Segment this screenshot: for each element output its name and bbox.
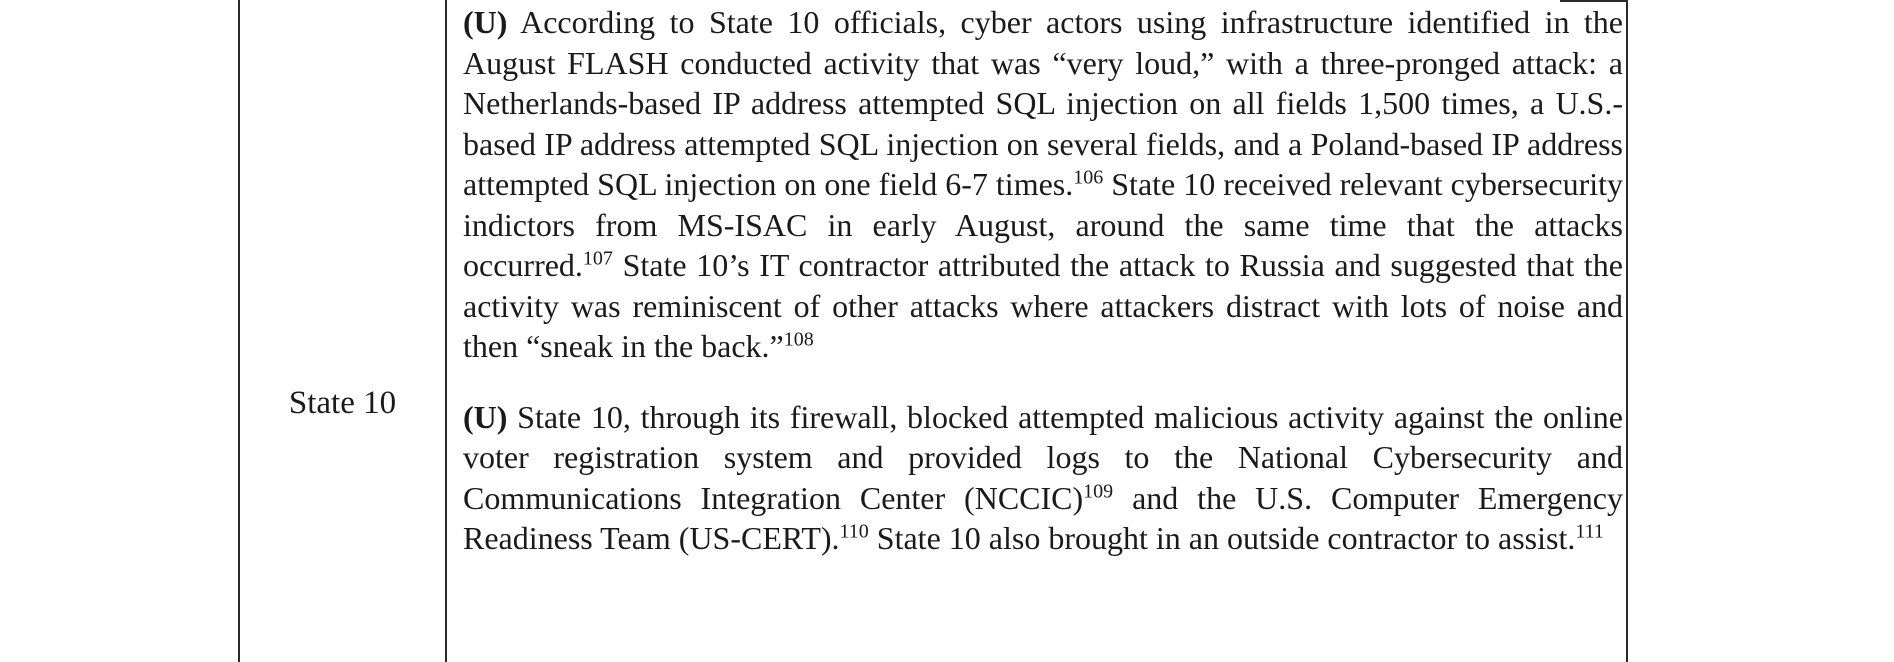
table-border-right bbox=[1626, 0, 1628, 662]
finding-paragraph bbox=[463, 2, 1623, 367]
paragraph-text: and the U.S. Computer Emergency Readiness Team (US-CERT). bbox=[463, 479, 1624, 556]
footnote-ref[interactable]: 107 bbox=[582, 247, 613, 270]
finding-paragraph bbox=[463, 397, 1623, 559]
footnote-ref[interactable]: 106 bbox=[1073, 166, 1104, 189]
paragraph-text: State 10, through its firewall, blocked attempted malicious activity against the online voter registration system and provided logs to the National Cybersecurity and Communications Integration Center (NCCIC) bbox=[463, 398, 1623, 516]
footnote-ref[interactable]: 111 bbox=[1575, 520, 1604, 543]
classification-marking: (U) bbox=[463, 398, 508, 435]
footnote-ref[interactable]: 110 bbox=[839, 520, 869, 543]
table-cell-findings bbox=[463, 2, 1623, 559]
classification-marking: (U) bbox=[463, 4, 508, 40]
footnote-ref[interactable]: 108 bbox=[783, 328, 814, 351]
paragraph-text: State 10 received relevant cybersecurity indictors from MS-ISAC in early August, around the same time that the attacks occurred. bbox=[463, 166, 1624, 283]
paragraph-text: According to State 10 officials, cyber actors using infrastructure identified in the August FLASH conducted activity that was “very loud,” with a three-pronged attack: a Netherlands-based IP address attempted SQL injection on all fields 1,500 times, a U.S.-based IP address attempted SQL injection on several fields, and a Poland-based IP address attempted SQL injection on one field 6-7 times. bbox=[463, 4, 1623, 202]
footnote-ref[interactable]: 109 bbox=[1083, 479, 1114, 502]
row-label-state: State 10 bbox=[288, 385, 397, 421]
paragraph-text: State 10 also brought in an outside contractor to assist. bbox=[868, 520, 1576, 556]
table-border-left bbox=[238, 0, 240, 662]
paragraph-text: State 10’s IT contractor attributed the attack to Russia and suggested that the activity was reminiscent of other attacks where attackers distract with lots of noise and then “sneak in the back.” bbox=[463, 247, 1623, 364]
table-column-divider bbox=[445, 0, 447, 662]
